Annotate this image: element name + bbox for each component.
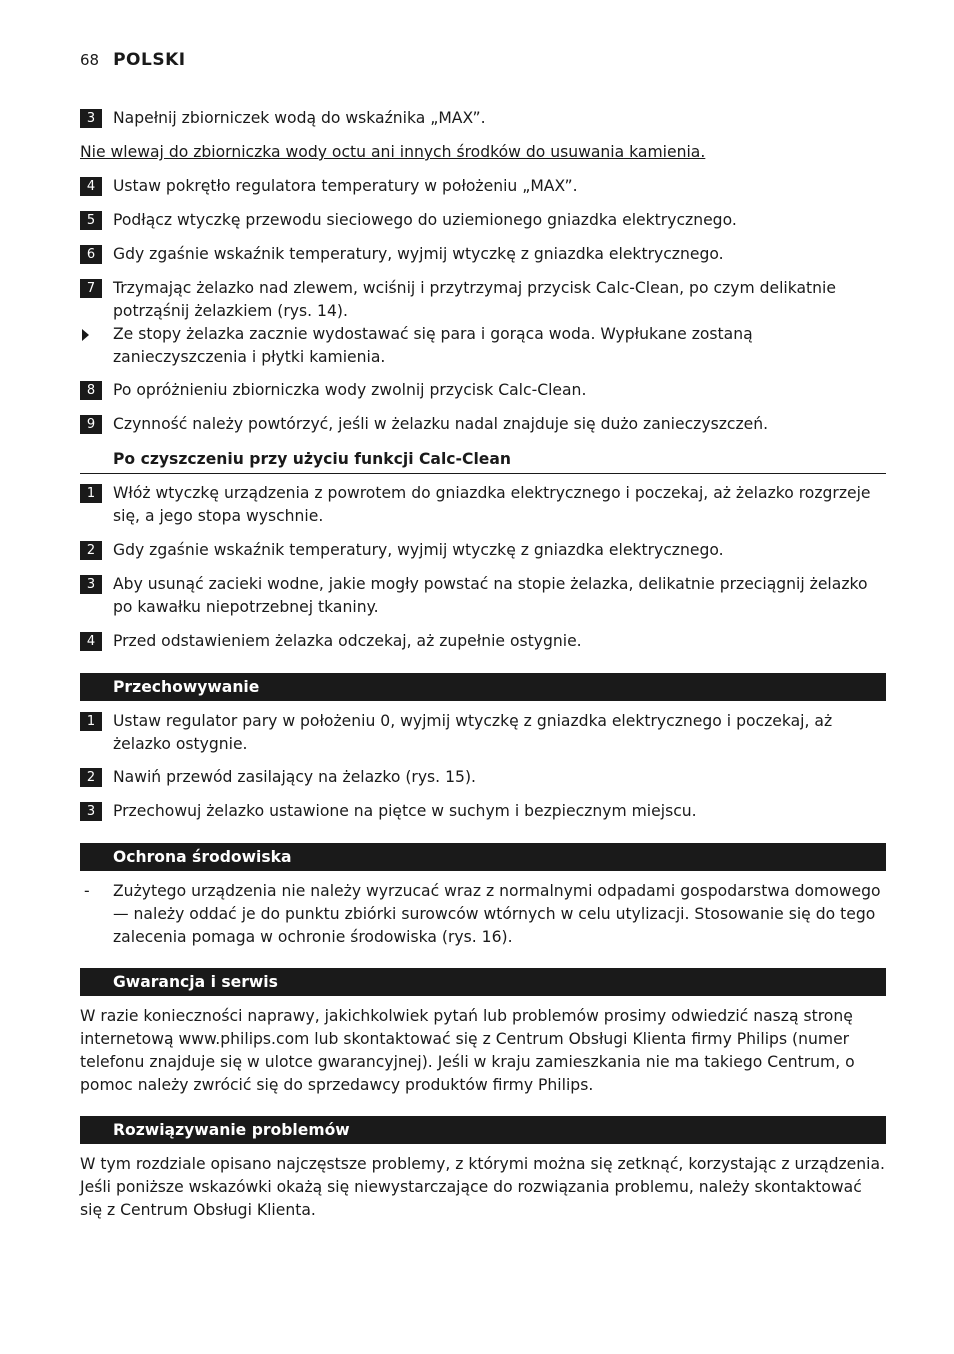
step-number: 7 (80, 279, 102, 298)
page-number: 68 (80, 51, 100, 69)
step-number: 3 (80, 575, 102, 594)
step-number: 5 (80, 211, 102, 230)
step-number: 4 (80, 632, 102, 651)
step-number: 6 (80, 245, 102, 264)
step-text: Ustaw pokrętło regulatora temperatury w położeniu „MAX”. (113, 177, 578, 195)
section-title: Gwarancja i serwis (113, 973, 278, 991)
step-text: Przechowuj żelazko ustawione na piętce w suchym i bezpiecznym miejscu. (113, 802, 697, 820)
language-heading: POLSKI (113, 50, 186, 70)
warranty-paragraph (80, 1005, 886, 1097)
step-number: 1 (80, 712, 102, 731)
step-number: 4 (80, 177, 102, 196)
environment-text: Zużytego urządzenia nie należy wyrzucać wraz z normalnymi odpadami gospodarstwa domowego — należy oddać je do punktu zbiórki surowców wtórnych w celu utylizacji. Stosowanie się do tego zalecenia pomaga w ochronie środowiska (rys. 16). (113, 882, 881, 946)
step-number: 3 (80, 109, 102, 128)
troubleshooting-paragraph: W tym rozdziale opisano najczęstsze problemy, z którymi można się zetknąć, korzystając z urządzenia. Jeśli poniższe wskazówki okażą się niewystarczające do rozwiązania problemu, należy skontaktować się z Centrum Obsługi Klienta. (80, 1155, 885, 1219)
step-text: Gdy zgaśnie wskaźnik temperatury, wyjmij wtyczkę z gniazdka elektrycznego. (113, 541, 724, 559)
step-number: 1 (80, 484, 102, 503)
result-text: Ze stopy żelazka zacznie wydostawać się para i gorąca woda. Wypłukane zostaną zanieczyszczenia i płytki kamienia. (113, 325, 753, 366)
arrow-icon (82, 329, 89, 341)
step-text: Czynność należy powtórzyć, jeśli w żelazku nadal znajduje się dużo zanieczyszczeń. (113, 415, 769, 433)
step-text: Napełnij zbiorniczek wodą do wskaźnika „MAX”. (113, 109, 486, 127)
section-title: Przechowywanie (113, 678, 260, 696)
section-title: Ochrona środowiska (113, 848, 292, 866)
page-header (80, 50, 186, 70)
list-dash: - (84, 882, 90, 900)
step-text: Gdy zgaśnie wskaźnik temperatury, wyjmij wtyczkę z gniazdka elektrycznego. (113, 245, 724, 263)
section-environment-heading (80, 843, 886, 871)
step-text: Aby usunąć zacieki wodne, jakie mogły powstać na stopie żelazka, delikatnie przeciągnij żelazko po kawałku niepotrzebnej tkaniny. (113, 575, 868, 616)
step-text: Trzymając żelazko nad zlewem, wciśnij i przytrzymaj przycisk Calc-Clean, po czym delikatnie potrząśnij żelazkiem (rys. 14). (113, 279, 836, 320)
section-storage-heading (80, 673, 886, 701)
subheading-after-cleaning (80, 448, 886, 474)
section-warranty-heading (80, 968, 886, 996)
step-number: 8 (80, 381, 102, 400)
warranty-text-after: lub skontaktować się z Centrum Obsługi Klienta firmy Philips (numer telefonu znajduje się w ulotce gwarancyjnej). Jeśli w kraju zamieszkania nie ma takiego Centrum, o pomoc należy zwrócić się do sprzedawcy produktów firmy Philips. (80, 1030, 855, 1094)
subheading-text: Po czyszczeniu przy użyciu funkcji Calc-Clean (113, 450, 512, 468)
step-number: 3 (80, 802, 102, 821)
step-text: Po opróżnieniu zbiorniczka wody zwolnij przycisk Calc-Clean. (113, 381, 587, 399)
warranty-text-before: W razie konieczności naprawy, jakichkolwiek pytań lub problemów prosimy odwiedzić naszą stronę internetową (80, 1007, 853, 1048)
step-text: Ustaw regulator pary w położeniu 0, wyjmij wtyczkę z gniazdka elektrycznego i poczekaj, aż żelazko ostygnie. (113, 712, 833, 753)
step-text: Nawiń przewód zasilający na żelazko (rys. 15). (113, 768, 476, 786)
step-number: 9 (80, 415, 102, 434)
section-troubleshooting-heading (80, 1116, 886, 1144)
step-text: Włóż wtyczkę urządzenia z powrotem do gniazdka elektrycznego i poczekaj, aż żelazko rozgrzeje się, a jego stopa wyschnie. (113, 484, 871, 525)
warning-note: Nie wlewaj do zbiorniczka wody octu ani innych środków do usuwania kamienia. (80, 143, 706, 161)
step-text: Przed odstawieniem żelazka odczekaj, aż zupełnie ostygnie. (113, 632, 582, 650)
philips-website-link[interactable]: www.philips.com (178, 1030, 310, 1048)
step-text: Podłącz wtyczkę przewodu sieciowego do uziemionego gniazdka elektrycznego. (113, 211, 737, 229)
step-number: 2 (80, 541, 102, 560)
step-number: 2 (80, 768, 102, 787)
section-title: Rozwiązywanie problemów (113, 1121, 350, 1139)
